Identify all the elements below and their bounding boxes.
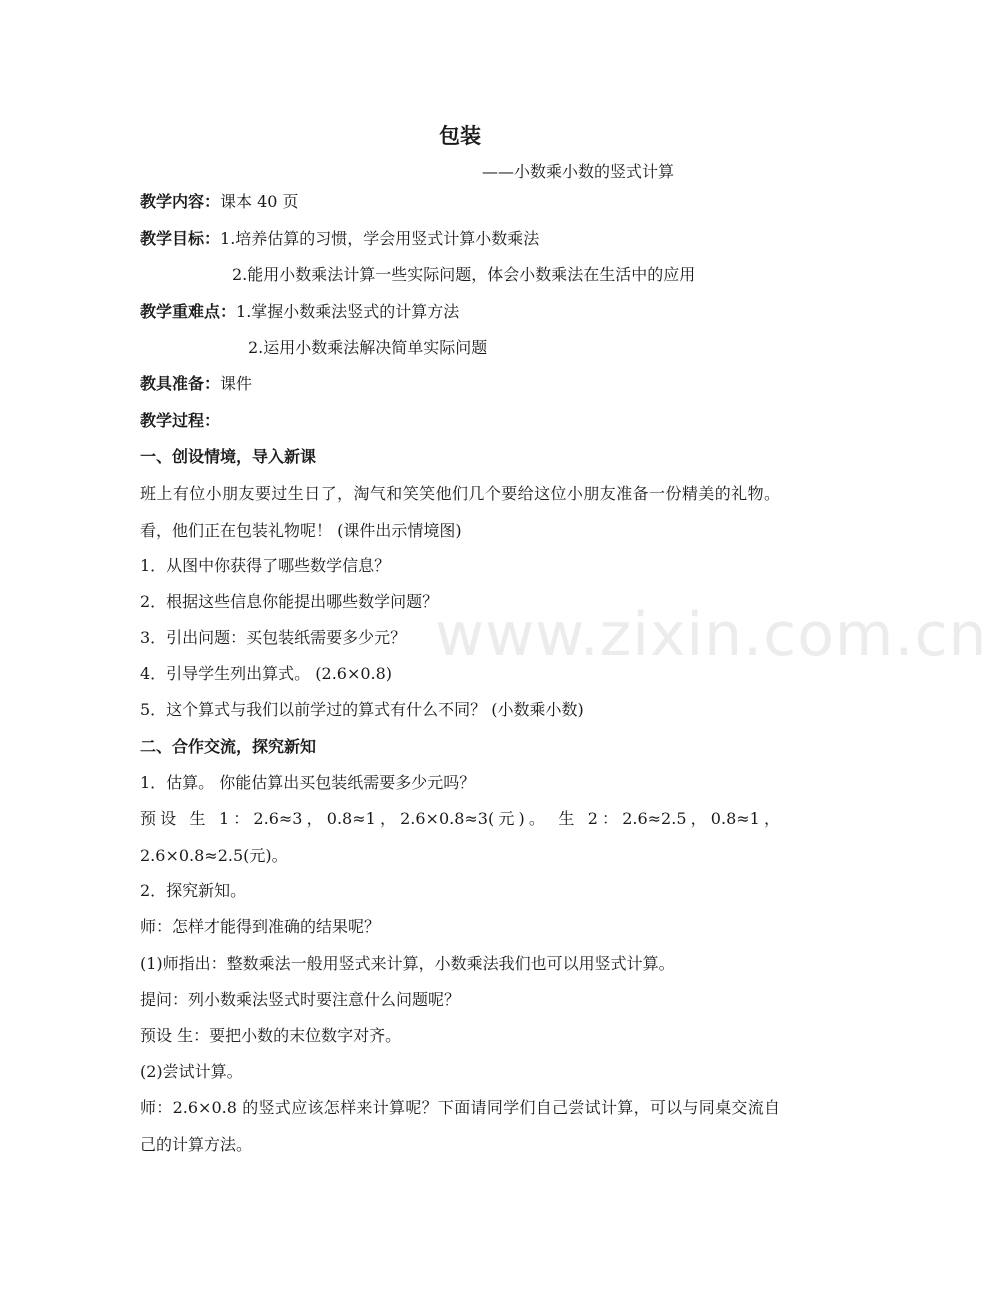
content-value: 课本 40 页 (220, 192, 299, 211)
question-3: 3．引出问题：买包装纸需要多少元？ (140, 628, 407, 647)
question-prompt: 提问：列小数乘法竖式时要注意什么问题呢？ (140, 990, 461, 1009)
estimate-preset-paragraph: 预设 生 1：2.6≈3，0.8≈1，2.6×0.8≈3(元)。 生 2：2.6≈2.5，0.8≈1，2.6×0.8≈2.5(元)。 (140, 809, 780, 865)
tools-label: 教具准备： (140, 374, 221, 393)
teacher-question: 师：怎样才能得到准确的结果呢？ (140, 917, 381, 936)
content-label: 教学内容： (140, 192, 221, 211)
key-points-row (140, 300, 459, 324)
final-paragraph: 师：2.6×0.8 的竖式应该怎样来计算呢？下面请同学们自己尝试计算，可以与同桌交流自己的计算方法。 (140, 1098, 780, 1154)
student-preset: 预设 生：要把小数的末位数字对齐。 (140, 1026, 402, 1045)
key-point-2: 2.运用小数乘法解决简单实际问题 (248, 338, 488, 357)
goal-1: 1.培养估算的习惯，学会用竖式计算小数乘法 (220, 229, 540, 248)
content-row (140, 190, 299, 214)
process-label: 教学过程： (140, 411, 221, 430)
document-title: 包装 (439, 124, 481, 148)
question-1: 1．从图中你获得了哪些数学信息？ (140, 556, 391, 575)
explore-heading: 2．探究新知。 (140, 881, 247, 900)
try-calculation: (2)尝试计算。 (140, 1062, 243, 1081)
section-1-paragraph: 班上有位小朋友要过生日了，淘气和笑笑他们几个要给这位小朋友准备一份精美的礼物。看，他们正在包装礼物呢！ (课件出示情境图) (140, 484, 780, 540)
question-4: 4．引导学生列出算式。 (2.6×0.8) (140, 664, 393, 683)
section-2-heading: 二、合作交流，探究新知 (140, 737, 317, 756)
goals-label: 教学目标： (140, 229, 221, 248)
question-2: 2．根据这些信息你能提出哪些数学问题？ (140, 592, 439, 611)
tools-value: 课件 (220, 374, 253, 393)
goal-2: 2.能用小数乘法计算一些实际问题，体会小数乘法在生活中的应用 (232, 265, 696, 284)
key-points-label: 教学重难点： (140, 302, 237, 321)
question-5: 5．这个算式与我们以前学过的算式有什么不同？ (小数乘小数) (140, 700, 584, 719)
key-point-1: 1.掌握小数乘法竖式的计算方法 (236, 302, 460, 321)
estimate-prompt: 1．估算。 你能估算出买包装纸需要多少元吗？ (140, 773, 476, 792)
watermark: www.zixin.com.cn (435, 600, 987, 670)
goals-row (140, 227, 539, 251)
tools-row (140, 372, 252, 396)
teacher-instruction: (1)师指出：整数乘法一般用竖式来计算，小数乘法我们也可以用竖式计算。 (140, 954, 675, 973)
document-subtitle: ——小数乘小数的竖式计算 (482, 162, 675, 181)
section-1-heading: 一、创设情境，导入新课 (140, 447, 317, 466)
